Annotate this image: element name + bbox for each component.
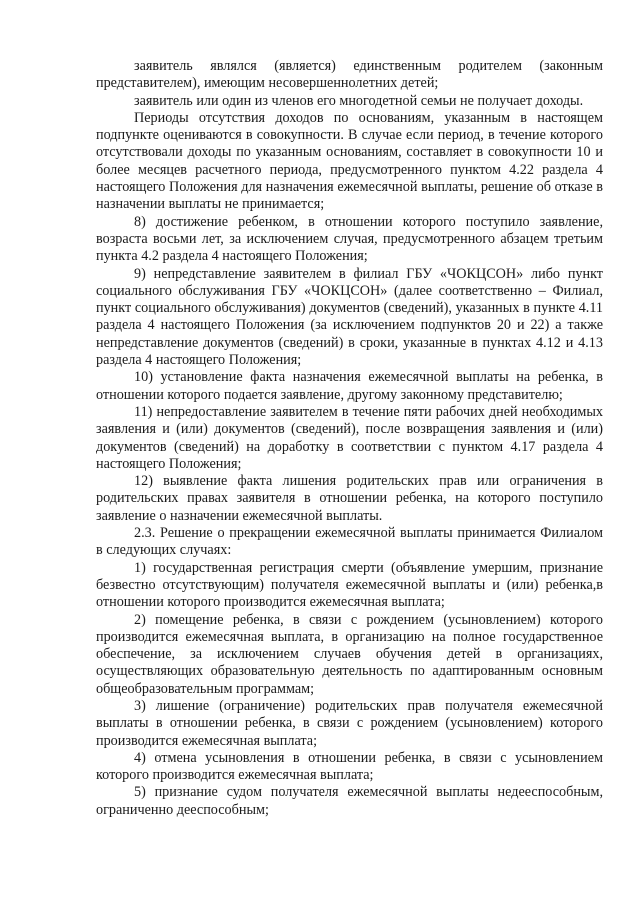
paragraph-item-12: 12) выявление факта лишения родительских прав или ограничения в родительских правах заявителя в отношении ребенка, на которого поступило заявление о назначении ежемесячной выплаты. — [96, 473, 603, 524]
paragraph-termination-4: 4) отмена усыновления в отношении ребенка, в связи с усыновлением которого производится ежемесячная выплата; — [96, 749, 603, 784]
paragraph-item-11: 11) непредоставление заявителем в течение пяти рабочих дней необходимых заявления и (или) документов (сведений), после возвращения заявления и (или) документов (сведений) на доработку в соответствии с пунктом 4.17 раздела 4 настоящего Положения; — [96, 403, 603, 472]
paragraph-single-parent: заявитель являлся (является) единственным родителем (законным представителем), имеющим несовершеннолетних детей; — [96, 58, 603, 92]
paragraph-no-income: заявитель или один из членов его многодетной семьи не получает доходы. — [134, 92, 584, 109]
document-page — [96, 58, 603, 819]
paragraph-termination-2: 2) помещение ребенка, в связи с рождением (усыновлением) которого производится ежемесячная выплата, в организацию на полное государственное обеспечение, за исключением случаев обучения детей в организациях, осуществляющих образовательную деятельность по адаптированным основным общеобразовательным программам; — [96, 611, 603, 697]
paragraph-termination-1: 1) государственная регистрация смерти (объявление умершим, признание безвестно отсутствующим) получателя ежемесячной выплаты и (или) ребенка,в отношении которого производится ежемесячная выплата; — [96, 559, 603, 611]
paragraph-termination-5: 5) признание судом получателя ежемесячной выплаты недееспособным, ограниченно дееспособным; — [96, 784, 603, 818]
paragraph-section-2-3: 2.3. Решение о прекращении ежемесячной выплаты принимается Филиалом в следующих случаях: — [96, 525, 603, 559]
paragraph-income-periods: Периоды отсутствия доходов по основаниям, указанным в настоящем подпункте оцениваются в совокупности. В случае если период, в течение которого отсутствовали доходы по указанным основаниям, составляет в совокупности 10 и более месяцев расчетного периода, предусмотренного пунктом 4.22 раздела 4 настоящего Положения для назначения ежемесячной выплаты, решение об отказе в назначении выплаты не принимается; — [96, 109, 603, 213]
paragraph-termination-3: 3) лишение (ограничение) родительских прав получателя ежемесячной выплаты в отношении ребенка, в связи с рождением (усыновлением) которого производится ежемесячная выплата; — [96, 697, 603, 749]
paragraph-item-10: 10) установление факта назначения ежемесячной выплаты на ребенка, в отношении которого подается заявление, другому законному представителю; — [96, 369, 603, 403]
paragraph-item-8: 8) достижение ребенком, в отношении которого поступило заявление, возраста восьми лет, за исключением случая, предусмотренного абзацем третьим пункта 4.2 раздела 4 настоящего Положения; — [96, 213, 603, 265]
paragraph-item-9: 9) непредставление заявителем в филиал ГБУ «ЧОКЦСОН» либо пункт социального обслуживания ГБУ «ЧОКЦСОН» (далее соответственно – Филиал, пункт социального обслуживания) документов (сведений), указанных в пункте 4.11 раздела 4 настоящего Положения (за исключением подпунктов 20 и 22) а также непредставление документов (сведений) в сроки, указанные в пунктах 4.12 и 4.13 раздела 4 настоящего Положения; — [96, 265, 603, 369]
